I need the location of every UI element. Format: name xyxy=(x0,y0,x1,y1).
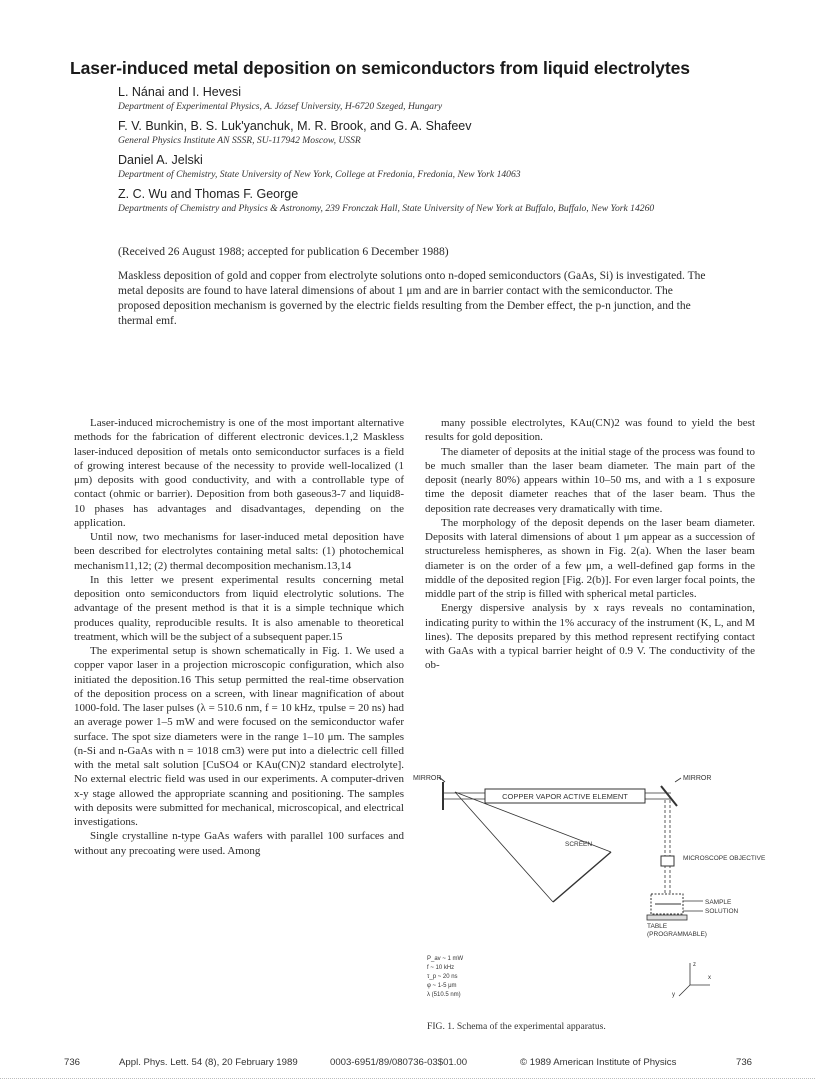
param-frequency: f ~ 10 kHz xyxy=(427,965,455,971)
abstract: Maskless deposition of gold and copper from electrolyte solutions onto n-doped semiconductors (GaAs, Si) is investigated. The metal deposits are found to have lateral dimensions of about 1 μm and are in barrier contact with the semiconductor. The proposed deposition mechanism is governed by the electric fields resulting from the Dember effect, the p-n junction, and the thermal emf. xyxy=(118,270,706,327)
paragraph: Laser-induced microchemistry is one of the most important alternative methods for the fabrication of different electronic devices.1,2 Maskless laser-induced deposition of metals onto semiconductor surfaces is a field of growing interest because of the necessity to provide well-localized (1 μm) deposits with good conductivity, and with a controllable type of contact (ohmic or barrier). Deposition from both gaseous3-7 and liquid8-10 phases has advantages and disadvantages, depending on the application. xyxy=(74,417,404,529)
figure-caption: FIG. 1. Schema of the experimental apparatus. xyxy=(427,1021,606,1032)
author-affiliation: General Physics Institute AN SSSR, SU-117942 Moscow, USSR xyxy=(118,135,361,146)
sample-label: SAMPLE xyxy=(705,899,732,906)
paragraph: Single crystalline n-type GaAs wafers with parallel 100 surfaces and without any precoating were used. Among xyxy=(74,830,404,857)
axis-y-label: y xyxy=(672,992,675,998)
axis-y xyxy=(679,985,690,996)
paragraph: The experimental setup is shown schematically in Fig. 1. We used a copper vapor laser in a projection microscopic configuration, which also initiated the deposition.16 This setup permitted the real-time observation of the deposition process on a screen, with linear magnification of about 1000-fold. The laser pulses (λ = 510.6 nm, f = 10 kHz, τpulse = 20 ns) had an average power 1–5 mW and were focused on the semiconductor wafer surface. The spot size diameters were in the range 1–10 μm. The samples (n-Si and n-GaAs with n = 1018 cm3) were put into a dielectric cell filled with the metal salt solution [CuSO4 or KAu(CN)2 standard electrolyte]. No external electric field was used in our experiments. A computer-driven x-y stage allowed the appropriate scanning and positioning. The samples with deposits were submitted for mechanical, microscopical, and electrical investigations. xyxy=(74,645,404,828)
journal-citation: Appl. Phys. Lett. 54 (8), 20 February 1989 xyxy=(119,1057,298,1068)
author-names: Daniel A. Jelski xyxy=(118,153,203,167)
copyright: © 1989 American Institute of Physics xyxy=(520,1057,677,1068)
author-affiliation: Department of Experimental Physics, A. József University, H-6720 Szeged, Hungary xyxy=(118,101,443,112)
paragraph: Until now, two mechanisms for laser-induced metal deposition have been described for electrolytes containing metal salts: (1) photochemical mechanism11,12; (2) thermal decomposition mechanism.13,14 xyxy=(74,531,404,572)
author-names: F. V. Bunkin, B. S. Luk'yanchuk, M. R. Brook, and G. A. Shafeev xyxy=(118,119,472,133)
solution-label: SOLUTION xyxy=(705,908,739,915)
screen-label: SCREEN xyxy=(565,841,593,848)
screen xyxy=(553,852,611,902)
mirror-right-label: MIRROR xyxy=(683,775,712,782)
paper-title: Laser-induced metal deposition on semiconductors from liquid electrolytes xyxy=(70,58,690,78)
objective-label: MICROSCOPE OBJECTIVE xyxy=(683,855,766,862)
author-affiliation: Departments of Chemistry and Physics & Astronomy, 239 Fronczak Hall, State University of New York at Buffalo, Buffalo, New York 14260 xyxy=(118,203,655,214)
author-block xyxy=(118,84,758,220)
table-label: TABLE xyxy=(647,923,668,930)
laser-label: COPPER VAPOR ACTIVE ELEMENT xyxy=(502,792,628,801)
right-mirror xyxy=(661,786,677,806)
objective-lens xyxy=(661,856,674,866)
table-label-programmable: (PROGRAMMABLE) xyxy=(647,931,707,938)
paragraph: Energy dispersive analysis by x rays reveals no contamination, indicating purity to within the 1% accuracy of the instrument (K, L, and M lines). The deposits prepared by this method represent rectifying contact with GaAs with a typical barrier height of 0.9 V. The conductivity of the ob- xyxy=(425,602,755,672)
author-names: Z. C. Wu and Thomas F. George xyxy=(118,187,299,201)
article-code: 0003-6951/89/080736-03$01.00 xyxy=(330,1057,468,1068)
received-dates: (Received 26 August 1988; accepted for publication 6 December 1988) xyxy=(118,245,449,258)
apparatus-schematic xyxy=(413,770,766,1010)
xy-table xyxy=(647,915,687,920)
mirror-left-label: MIRROR xyxy=(413,775,442,782)
paragraph: In this letter we present experimental results concerning metal deposition onto semiconductors from liquid electrolytic solutions. The advantage of the present method is that it is a simple technique which produces quality, reproducible results. It is also amenable to theoretical treatment, which will be the subject of a subsequent paper.15 xyxy=(74,573,404,643)
body-column-left xyxy=(74,416,404,858)
author-affiliation: Department of Chemistry, State University of New York, College at Fredonia, Fredonia, New York 14063 xyxy=(118,169,521,180)
axis-z-label: z xyxy=(693,962,696,968)
body-column-right xyxy=(425,416,755,673)
paragraph: The diameter of deposits at the initial stage of the process was found to be much smaller than the laser beam diameter. The main part of the deposit (nearly 80%) appears within 10–50 ms, and with a 1 s exposure time the deposit diameter reaches that of the laser beam. Thus the deposition rate decreases very dramatically with time. xyxy=(425,445,755,515)
page-number-left: 736 xyxy=(64,1057,81,1068)
paragraph: many possible electrolytes, KAu(CN)2 was found to yield the best results for gold deposition. xyxy=(425,417,755,444)
param-spot: φ ~ 1-5 μm xyxy=(427,983,457,989)
axis-x-label: x xyxy=(708,975,711,981)
paragraph: The morphology of the deposit depends on the laser beam diameter. Deposits with lateral dimensions of about 1 μm appear as a succession of structureless hemispheres, as shown in Fig. 2(a). When the laser beam diameter is on the order of a few μm, a well-defined gap forms in the middle of the deposited region [Fig. 2(b)]. For even larger focal points, the middle part of the strip is filled with spherical metal particles. xyxy=(425,516,755,600)
param-pulse: τ_p ~ 20 ns xyxy=(427,974,458,980)
author-names: L. Nánai and I. Hevesi xyxy=(118,85,241,99)
param-power: P_av ~ 1 mW xyxy=(427,956,464,962)
param-wavelength: λ (510.5 nm) xyxy=(427,992,461,998)
bottom-rule xyxy=(0,1078,815,1079)
page-number-right: 736 xyxy=(736,1057,753,1068)
